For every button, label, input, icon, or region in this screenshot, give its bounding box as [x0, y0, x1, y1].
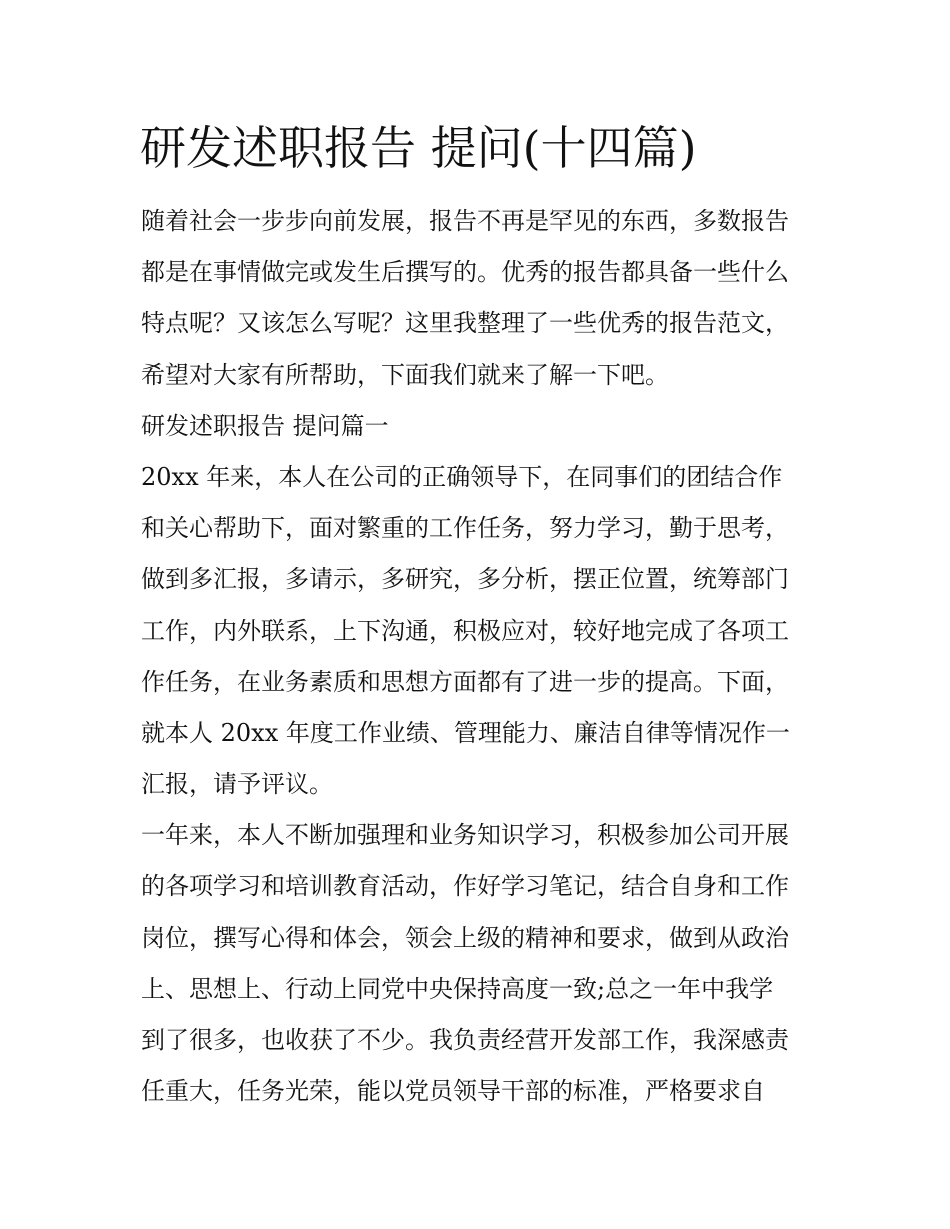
- intro-line-1: 随着社会一步步向前发展，报告不再是罕见的东西，多数报告: [141, 207, 789, 235]
- intro-line-2: 都是在事情做完或发生后撰写的。优秀的报告都具备一些什么: [141, 258, 789, 287]
- document-title: 研发述职报告 提问(十四篇): [140, 121, 697, 175]
- paragraph-2-line-2: 的各项学习和培训教育活动，作好学习笔记，结合自身和工作: [141, 872, 789, 901]
- paragraph-1-line-5: 作任务，在业务素质和思想方面都有了进一步的提高。下面，: [141, 667, 789, 696]
- paragraph-2-line-6: 任重大，任务光荣，能以党员领导干部的标准，严格要求自: [141, 1077, 765, 1106]
- paragraph-1-line-2: 和关心帮助下，面对繁重的工作任务，努力学习，勤于思考，: [141, 514, 789, 543]
- paragraph-1-line-6: 就本人 20xx 年度工作业绩、管理能力、廉洁自律等情况作一: [141, 718, 790, 747]
- intro-line-3: 特点呢？又该怎么写呢？这里我整理了一些优秀的报告范文，: [141, 309, 789, 338]
- paragraph-1-line-7: 汇报，请予评议。: [141, 770, 333, 799]
- intro-line-4: 希望对大家有所帮助，下面我们就来了解一下吧。: [141, 360, 669, 389]
- paragraph-2-line-1: 一年来，本人不断加强理和业务知识学习，积极参加公司开展: [141, 821, 789, 850]
- section-heading: 研发述职报告 提问篇一: [141, 411, 389, 440]
- paragraph-1-line-1: 20xx 年来，本人在公司的正确领导下，在同事们的团结合作: [141, 462, 783, 491]
- paragraph-2-line-5: 到了很多，也收获了不少。我负责经营开发部工作，我深感责: [141, 1026, 789, 1054]
- document-body: [141, 196, 816, 1117]
- paragraph-2-line-4: 上、思想上、行动上同党中央保持高度一致;总之一年中我学: [141, 974, 774, 1003]
- paragraph-1-line-4: 工作，内外联系，上下沟通，积极应对，较好地完成了各项工: [141, 616, 789, 645]
- paragraph-1-line-3: 做到多汇报，多请示，多研究，多分析，摆正位置，统筹部门: [141, 565, 789, 594]
- paragraph-2-line-3: 岗位，撰写心得和体会，领会上级的精神和要求，做到从政治: [141, 923, 789, 952]
